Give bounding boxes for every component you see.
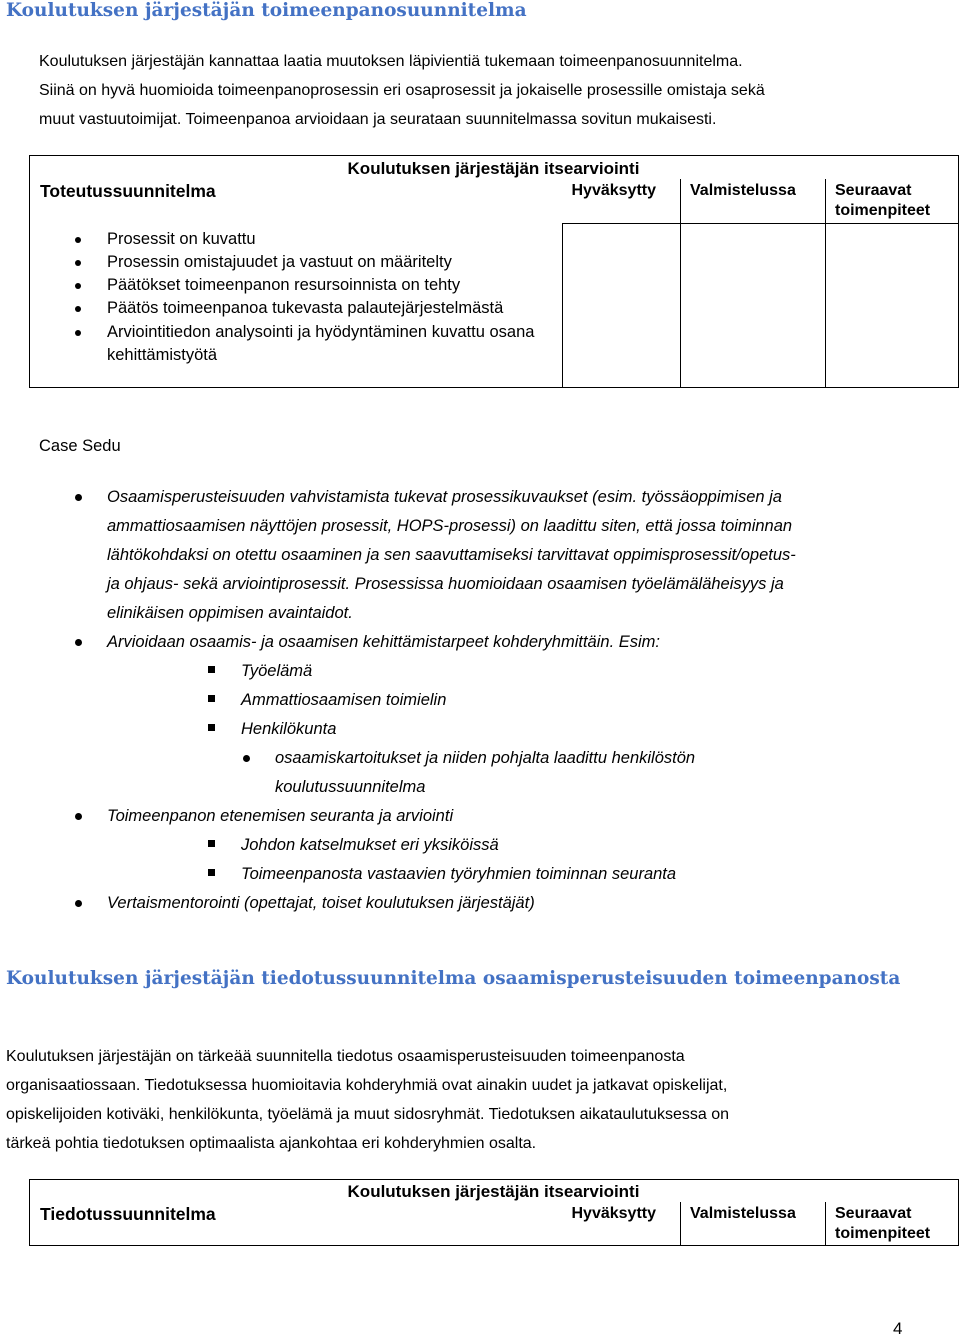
- paragraph-line: Siinä on hyvä huomioida toimeenpanoprosessin eri osaprosessit ja jokaiselle prosessille omistaja sekä: [39, 82, 765, 99]
- implementation-checklist: [30, 224, 562, 368]
- approved-value-cell[interactable]: [563, 224, 681, 388]
- col-next: [826, 179, 958, 221]
- col-approved: Hyväksytty: [571, 181, 656, 199]
- next-value-cell[interactable]: [826, 224, 959, 388]
- col-approved-cell: [563, 1202, 681, 1246]
- col-next-cell: [826, 179, 959, 224]
- preparing-value-cell[interactable]: [681, 224, 826, 388]
- items-cell: [30, 224, 563, 388]
- implementation-paragraph: [39, 47, 765, 134]
- page-number: 4: [893, 1319, 903, 1338]
- list-item: Päätökset toimeenpanon resursoinnista on tehty: [30, 274, 562, 297]
- list-item: Prosessit on kuvattu: [30, 228, 562, 251]
- col-next: [826, 1202, 958, 1244]
- item-line: osaamiskartoitukset ja niiden pohjalta laadittu henkilöstön: [275, 749, 696, 767]
- self-assessment-table-implementation: [29, 155, 959, 388]
- sub-list-item: Toimeenpanosta vastaavien työryhmien toiminnan seuranta: [0, 860, 960, 889]
- col-approved-cell: [563, 179, 681, 224]
- left-heading: Tiedotussuunnitelma: [40, 1203, 216, 1224]
- sub-list-item: Henkilökunta: [0, 715, 960, 744]
- item-line: ammattiosaamisen näyttöjen prosessit, HOPS-prosessi) on laadittu siten, että jossa toiminnan: [107, 517, 793, 535]
- item-line: elinikäisen oppimisen avaintaidot.: [107, 604, 353, 622]
- paragraph-line: Koulutuksen järjestäjän kannattaa laatia muutoksen läpivientiä tukemaan toimeenpanosuunnitelma.: [39, 53, 743, 70]
- left-heading: Toteutussuunnitelma: [40, 180, 216, 201]
- left-heading-cell: [30, 1202, 563, 1246]
- table-title: Koulutuksen järjestäjän itsearviointi: [347, 159, 640, 178]
- case-title: Case Sedu: [39, 437, 121, 455]
- list-item: Vertaismentorointi (opettajat, toiset koulutuksen järjestäjät): [0, 889, 960, 918]
- col-next-line: toimenpiteet: [835, 201, 931, 219]
- table-title: Koulutuksen järjestäjän itsearviointi: [347, 1182, 640, 1201]
- paragraph-line: organisaatiossaan. Tiedotuksessa huomioitavia kohderyhmiä ovat ainakin uudet ja jatkavat opiskelijat,: [6, 1077, 728, 1094]
- item-line: koulutussuunnitelma: [275, 778, 426, 796]
- item-line: ja ohjaus- sekä arviointiprosessit. Prosessissa huomioidaan osaamisen työelämäläheisyys ja: [107, 575, 784, 593]
- communication-paragraph: [6, 1042, 729, 1158]
- list-item: Päätös toimeenpanoa tukevasta palautejärjestelmästä: [30, 297, 562, 320]
- col-preparing: Valmistelussa: [690, 1204, 796, 1222]
- paragraph-line: Koulutuksen järjestäjän on tärkeää suunnitella tiedotus osaamisperusteisuuden toimeenpanosta: [6, 1048, 685, 1065]
- paragraph-line: opiskelijoiden kotiväki, henkilökunta, työelämä ja muut sidosryhmät. Tiedotuksen aikataulutuksessa on: [6, 1106, 730, 1123]
- list-item: [0, 483, 960, 628]
- sub-list-item: Ammattiosaamisen toimielin: [0, 686, 960, 715]
- list-item: Arvioidaan osaamis- ja osaamisen kehittämistarpeet kohderyhmittäin. Esim:: [0, 628, 960, 657]
- case-list: [0, 483, 960, 918]
- section-heading-implementation-plan: Koulutuksen järjestäjän toimeenpanosuunnitelma: [6, 0, 527, 21]
- col-approved: Hyväksytty: [571, 1204, 656, 1222]
- paragraph-line: tärkeä pohtia tiedotuksen optimaalista ajankohtaa eri kohderyhmien osalta.: [6, 1135, 537, 1152]
- sub-list-item: Työelämä: [0, 657, 960, 686]
- col-next-line: toimenpiteet: [835, 1224, 931, 1242]
- list-item: Arviointitiedon analysointi ja hyödyntäminen kuvattu osana kehittämistyötä: [30, 321, 547, 368]
- col-preparing: Valmistelussa: [690, 181, 796, 199]
- subsub-list-item: [0, 744, 960, 802]
- list-item: Prosessin omistajuudet ja vastuut on määritelty: [30, 251, 562, 274]
- col-next-line: Seuraavat: [835, 181, 912, 199]
- list-item: Toimeenpanon etenemisen seuranta ja arviointi: [0, 802, 960, 831]
- item-line: lähtökohdaksi on otettu osaaminen ja sen saavuttamiseksi tarvittavat oppimisprosessit/opetus-: [107, 546, 796, 564]
- col-preparing-cell: [681, 1202, 826, 1246]
- section-heading-communication-plan: Koulutuksen järjestäjän tiedotussuunnitelma osaamisperusteisuuden toimeenpanosta: [6, 968, 901, 989]
- sub-list-item: Johdon katselmukset eri yksiköissä: [0, 831, 960, 860]
- col-preparing-cell: [681, 179, 826, 224]
- col-next-line: Seuraavat: [835, 1204, 912, 1222]
- left-heading-cell: [30, 179, 563, 224]
- paragraph-line: muut vastuutoimijat. Toimeenpanoa arvioidaan ja seurataan suunnitelmassa sovitun mukaisesti.: [39, 111, 717, 128]
- item-line: Osaamisperusteisuuden vahvistamista tukevat prosessikuvaukset (esim. työssäoppimisen ja: [107, 488, 782, 506]
- col-next-cell: [826, 1202, 959, 1246]
